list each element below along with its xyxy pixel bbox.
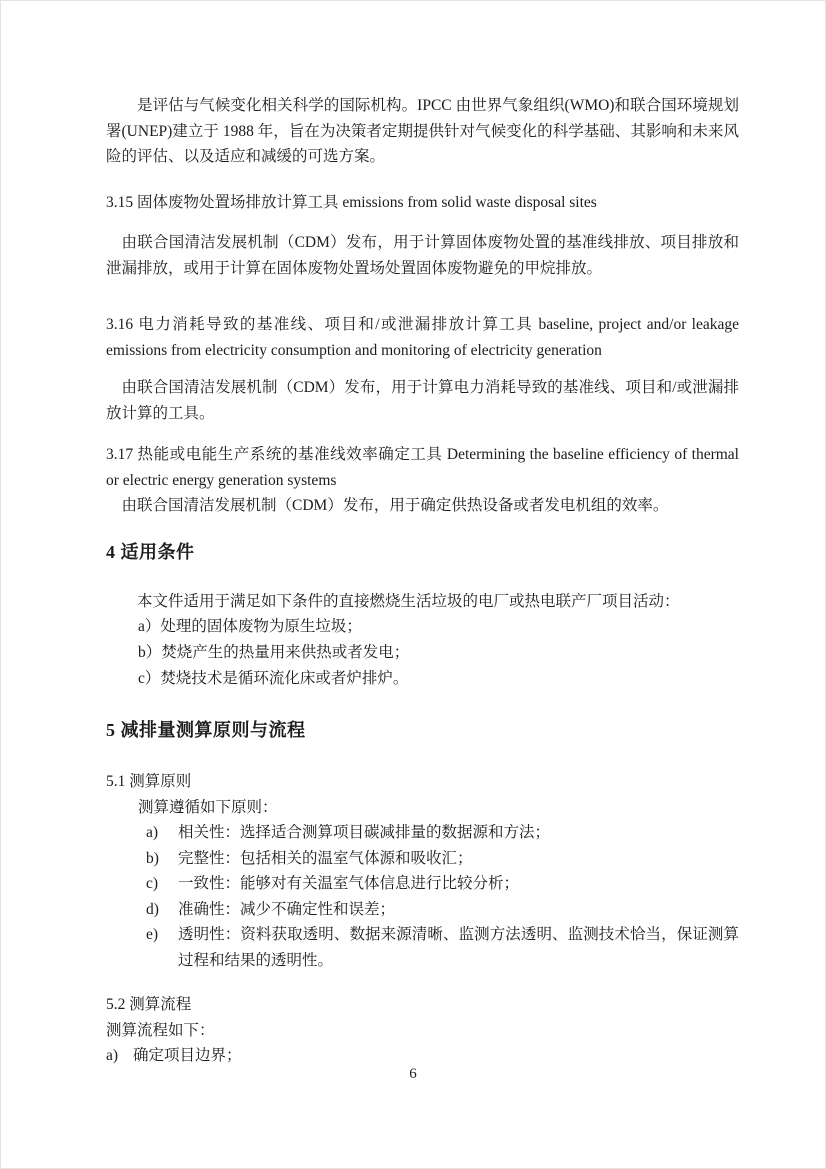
list-item-text: 相关性：选择适合测算项目碳减排量的数据源和方法； xyxy=(178,824,551,841)
term-3-16-definition: 由联合国清洁发展机制（CDM）发布，用于计算电力消耗导致的基准线、项目和/或泄漏排放计算的工具。 xyxy=(106,379,739,422)
list-item-text: 确定项目边界； xyxy=(133,1047,242,1064)
list-item-label: e) xyxy=(146,926,159,943)
list-item xyxy=(146,897,739,923)
list-item-label: d) xyxy=(146,900,159,918)
list-item: a）处理的固体废物为原生垃圾； xyxy=(138,618,362,635)
section-5-2-intro: 测算流程如下： xyxy=(106,1021,215,1039)
list-item xyxy=(146,846,739,872)
list-item xyxy=(146,871,739,897)
list-item xyxy=(146,922,739,973)
term-3-17-definition: 由联合国清洁发展机制（CDM）发布，用于确定供热设备或者发电机组的效率。 xyxy=(121,497,669,514)
section-4-title: 4 适用条件 xyxy=(106,541,195,562)
intro-paragraph: 是评估与气候变化相关科学的国际机构。IPCC 由世界气象组织(WMO)和联合国环境规划署(UNEP)建立于 1988 年，旨在为决策者定期提供针对气候变化的科学基础、其影响和未来风险的评估、以及适应和减缓的可选方案。 xyxy=(106,97,739,165)
section-4-intro: 本文件适用于满足如下条件的直接燃烧生活垃圾的电厂或热电联产厂项目活动： xyxy=(137,592,680,610)
list-item-text: 准确性：减少不确定性和误差； xyxy=(178,900,396,918)
list-item xyxy=(146,820,739,846)
list-item-text: 透明性：资料获取透明、数据来源清晰、监测方法透明、监测技术恰当，保证测算过程和结果的透明性。 xyxy=(178,926,739,969)
section-4-list xyxy=(106,614,739,692)
page-number: 6 xyxy=(409,1066,417,1082)
list-item-text: 完整性：包括相关的温室气体源和吸收汇； xyxy=(178,849,473,867)
list-item-label: b) xyxy=(146,849,159,867)
list-item-label: c) xyxy=(146,875,159,892)
section-5-title: 5 减排量测算原则与流程 xyxy=(106,720,306,740)
document-content xyxy=(1,1,825,1069)
section-5-1-heading: 5.1 测算原则 xyxy=(106,773,192,790)
term-3-16-heading: 3.16 电力消耗导致的基准线、项目和/或泄漏排放计算工具 baseline, project and/or leakage emissions from electricity consumption and monitoring of electricity generation xyxy=(106,316,739,359)
principles-list xyxy=(106,820,739,973)
section-5-1-intro: 测算遵循如下原则： xyxy=(138,798,278,816)
list-item-label: a) xyxy=(146,824,159,841)
list-item: b）焚烧产生的热量用来供热或者发电； xyxy=(138,644,410,661)
term-3-17-heading: 3.17 热能或电能生产系统的基准线效率确定工具 Determining the baseline efficiency of thermal or electric energy generation systems xyxy=(106,446,739,489)
list-item-label: a) xyxy=(106,1047,119,1064)
section-5-2-heading: 5.2 测算流程 xyxy=(106,996,192,1013)
term-3-15-definition: 由联合国清洁发展机制（CDM）发布，用于计算固体废物处置的基准线排放、项目排放和泄漏排放，或用于计算在固体废物处置场处置固体废物避免的甲烷排放。 xyxy=(106,234,739,277)
term-3-15-heading: 3.15 固体废物处置场排放计算工具 emissions from solid waste disposal sites xyxy=(106,193,597,211)
list-item: c）焚烧技术是循环流化床或者炉排炉。 xyxy=(138,670,409,687)
list-item-text: 一致性：能够对有关温室气体信息进行比较分析； xyxy=(178,875,520,892)
